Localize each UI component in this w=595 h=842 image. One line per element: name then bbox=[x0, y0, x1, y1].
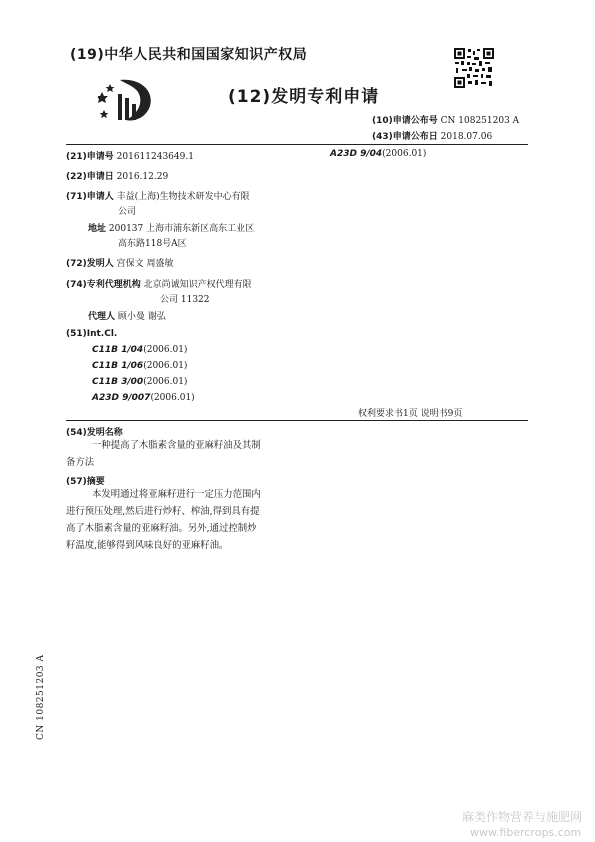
inventor-names: 宫保文 周盛敏 bbox=[116, 259, 174, 269]
ipc-item bbox=[92, 377, 187, 387]
ipc-code: A23D 9/007 bbox=[92, 393, 151, 403]
qr-code-icon bbox=[454, 48, 494, 88]
pub-date-label: (43)申请公布日 bbox=[372, 132, 438, 142]
publication-number bbox=[372, 113, 519, 126]
abstract-line: 高了木脂素含量的亚麻籽油。另外,通过控制炒 bbox=[66, 523, 257, 534]
publication-date bbox=[372, 129, 492, 142]
applicant-line-2: 公司 bbox=[118, 207, 137, 217]
agent-names: 顾小曼 谢弘 bbox=[117, 312, 166, 322]
ipc-version: (2006.01) bbox=[143, 377, 188, 387]
pub-number-value: CN 108251203 A bbox=[440, 116, 520, 126]
ipc-item bbox=[92, 361, 187, 371]
inventors bbox=[66, 256, 174, 269]
address bbox=[88, 221, 254, 234]
address-label: 地址 bbox=[88, 224, 107, 234]
filing-value: 2016.12.29 bbox=[116, 172, 169, 182]
app-no-label: (21)申请号 bbox=[66, 152, 114, 162]
ipc-version: (2006.01) bbox=[143, 345, 188, 355]
applicant bbox=[66, 189, 250, 202]
inventor-label: (72)发明人 bbox=[66, 259, 114, 269]
abstract-line: 进行预压处理,然后进行炒籽、榨油,得到具有提 bbox=[66, 506, 260, 517]
watermark-url: www.fibercrops.com bbox=[470, 826, 582, 839]
abstract-label: (57)摘要 bbox=[66, 477, 105, 487]
abstract-line: 本发明通过将亚麻籽进行一定压力范围内 bbox=[92, 489, 261, 500]
agent-label: 代理人 bbox=[88, 312, 116, 322]
application-number bbox=[66, 149, 194, 162]
invention-title-label: (54)发明名称 bbox=[66, 428, 123, 438]
office-name: (19)中华人民共和国国家知识产权局 bbox=[70, 47, 308, 63]
invention-title-line-2: 备方法 bbox=[66, 457, 95, 468]
page-count: 权利要求书1页 说明书9页 bbox=[358, 409, 463, 419]
address-line-1: 200137 上海市浦东新区高东工业区 bbox=[108, 224, 255, 234]
pub-date-value: 2018.07.06 bbox=[440, 132, 493, 142]
ipc-item bbox=[92, 393, 195, 403]
ipc-item bbox=[92, 345, 187, 355]
header-divider bbox=[66, 144, 528, 145]
bib-divider bbox=[66, 420, 528, 421]
address-line-2: 高东路118号A区 bbox=[118, 239, 187, 249]
cnipa-logo-icon bbox=[98, 76, 156, 124]
filing-date bbox=[66, 169, 168, 182]
watermark-title: 麻类作物营养与施肥网 bbox=[462, 810, 583, 824]
filing-label: (22)申请日 bbox=[66, 172, 114, 182]
agents bbox=[88, 309, 166, 322]
ipc-version: (2006.01) bbox=[143, 361, 188, 371]
app-no-value: 201611243649.1 bbox=[116, 152, 194, 162]
ipc-version: (2006.01) bbox=[150, 393, 195, 403]
ipc-code: C11B 1/06 bbox=[92, 361, 144, 371]
ipc-code: C11B 1/04 bbox=[92, 345, 144, 355]
document-type: (12)发明专利申请 bbox=[228, 87, 380, 107]
ipc-label: (51)Int.Cl. bbox=[66, 329, 118, 339]
applicant-line-1: 丰益(上海)生物技术研发中心有限 bbox=[116, 192, 250, 202]
ipc-code: C11B 3/00 bbox=[92, 377, 144, 387]
patent-agency bbox=[66, 277, 252, 290]
agency-line-2: 公司 11322 bbox=[160, 295, 210, 305]
abstract-line: 籽温度,能够得到风味良好的亚麻籽油。 bbox=[66, 540, 229, 551]
class-right-code: A23D 9/04 bbox=[330, 149, 383, 159]
side-publication-number: CN 108251203 A bbox=[36, 654, 46, 740]
invention-title-line-1: 一种提高了木脂素含量的亚麻籽油及其制 bbox=[92, 440, 261, 451]
classification-right bbox=[330, 149, 426, 159]
pub-number-label: (10)申请公布号 bbox=[372, 116, 438, 126]
agency-line-1: 北京尚诚知识产权代理有限 bbox=[143, 280, 252, 290]
applicant-label: (71)申请人 bbox=[66, 192, 114, 202]
class-right-version: (2006.01) bbox=[382, 149, 427, 159]
agency-label: (74)专利代理机构 bbox=[66, 280, 141, 290]
